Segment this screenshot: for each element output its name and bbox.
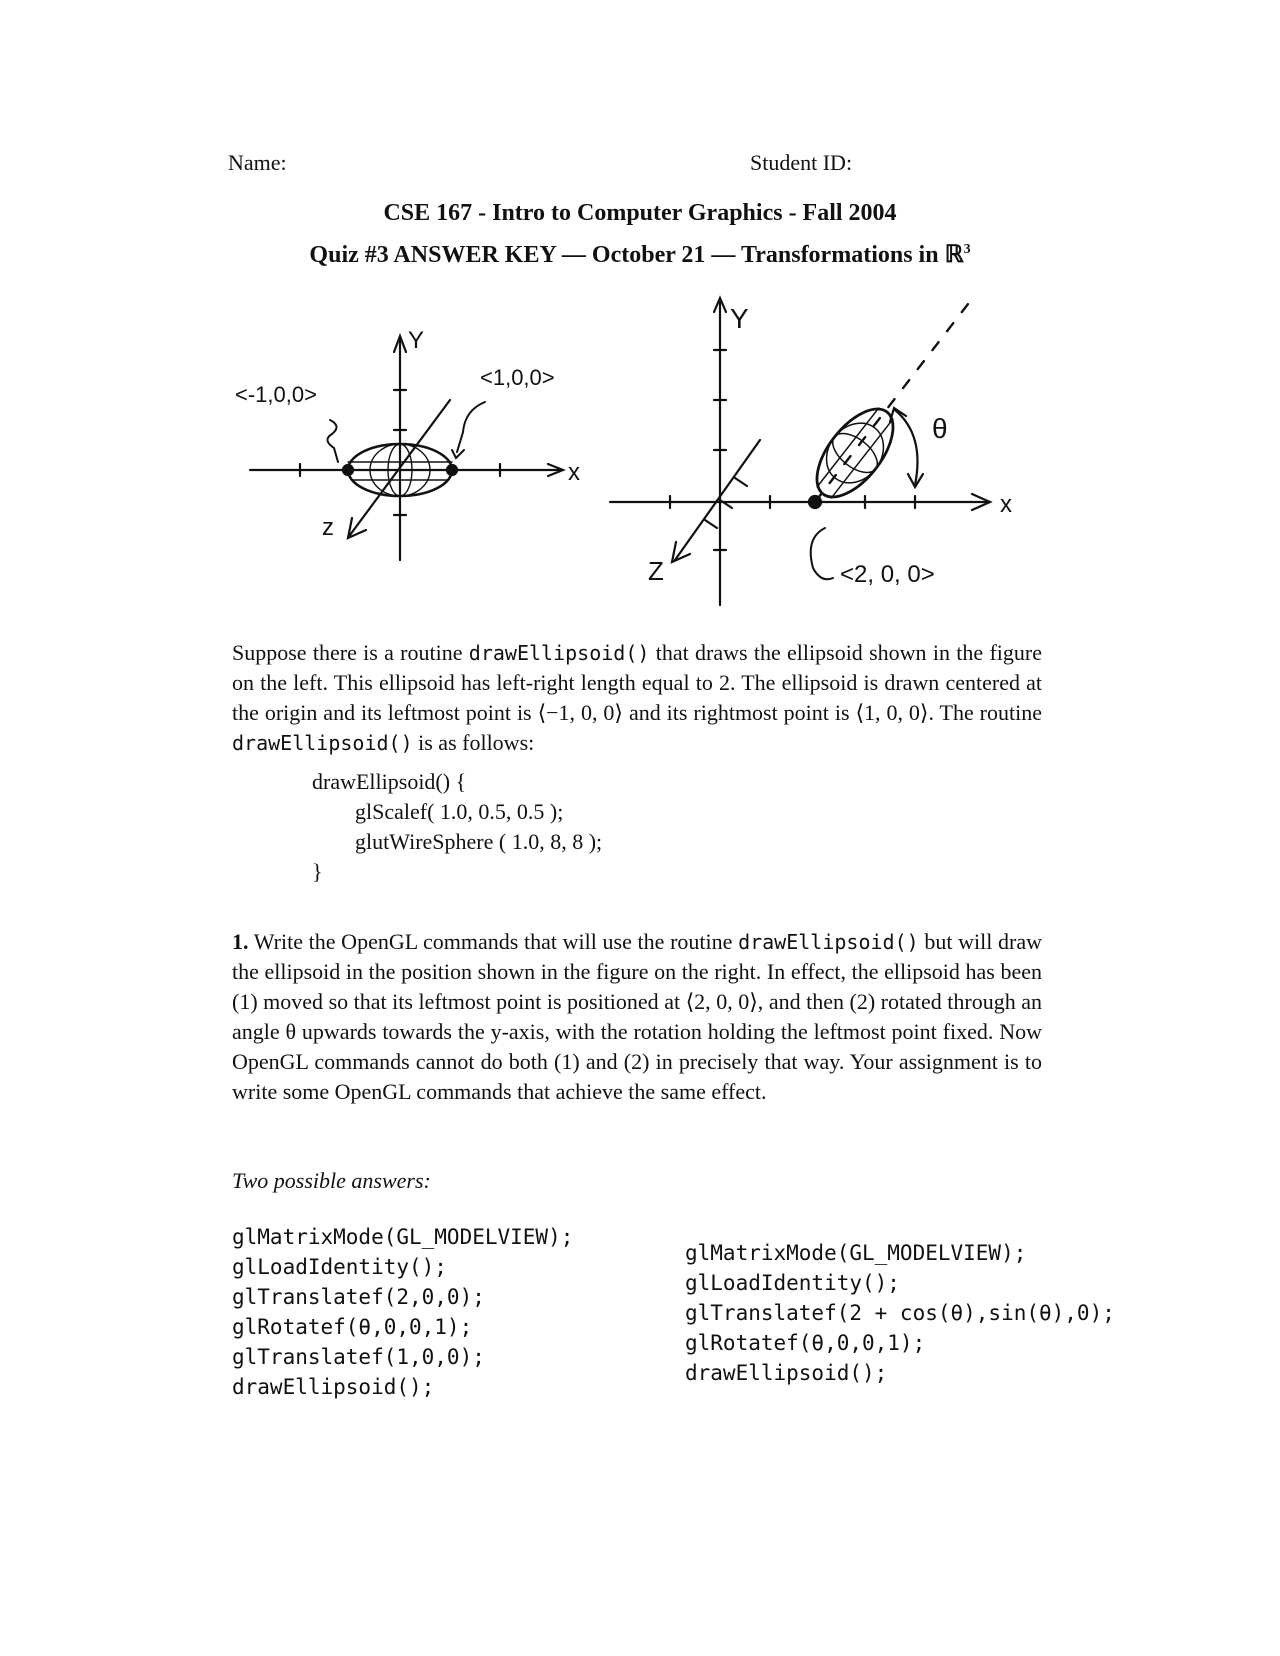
intro-paragraph	[232, 638, 1042, 758]
angle-arc	[895, 410, 918, 485]
question-text-1: Write the OpenGL commands that will use the routine	[248, 929, 739, 954]
left-x-label: x	[568, 459, 580, 486]
answer-right-line: glRotatef(θ,0,0,1);	[685, 1331, 926, 1355]
question-1	[232, 927, 1042, 1107]
routine-line-3: glutWireSphere ( 1.0, 8, 8 );	[355, 829, 603, 854]
intro-text-3: is as follows:	[412, 730, 535, 755]
answer-right-line: glTranslatef(2 + cos(θ),sin(θ),0);	[685, 1301, 1115, 1325]
question-number: 1.	[232, 929, 249, 954]
answer-left-line: glTranslatef(2,0,0);	[232, 1285, 485, 1309]
question-text-2: but will draw the ellipsoid in the position shown in the figure on the right. In effect, the ellipsoid has been (1) moved so that its leftmost point is positioned at ⟨2, 0, 0⟩, and then (2) rotated through an angle θ upwards towards the y-axis, with the rotation holding the leftmost point fixed. Now OpenGL commands cannot do both (1) and (2) in precisely that way. Your assignment is to write some OpenGL commands that achieve the same effect.	[232, 929, 1043, 1104]
routine-line-4: }	[312, 859, 323, 884]
rotation-axis-dashed	[815, 295, 975, 502]
left-point-dot	[343, 465, 353, 475]
right-point-pointer	[811, 528, 833, 579]
answer-left	[232, 1222, 573, 1402]
right-x-label: x	[1000, 491, 1012, 518]
question-code: drawEllipsoid()	[738, 930, 919, 954]
answer-right	[685, 1238, 1115, 1388]
left-z-label: z	[322, 514, 334, 541]
name-label: Name:	[228, 150, 287, 175]
answer-left-line: glMatrixMode(GL_MODELVIEW);	[232, 1225, 574, 1249]
ellipsoid-figure	[230, 290, 1050, 610]
routine-line-2: glScalef( 1.0, 0.5, 0.5 );	[355, 799, 564, 824]
right-point-dot	[447, 465, 457, 475]
answer-right-line: glLoadIdentity();	[685, 1271, 900, 1295]
right-figure	[610, 295, 990, 605]
course-title: CSE 167 - Intro to Computer Graphics - Fall 2004	[383, 200, 897, 226]
left-y-label: Y	[408, 327, 425, 354]
right-point-pointer	[457, 402, 485, 452]
right-point-label: <1,0,0>	[480, 365, 555, 390]
intro-text-2: that draws the ellipsoid shown in the figure on the left. This ellipsoid has left-right length equal to 2. The ellipsoid is drawn centered at the origin and its leftmost point is ⟨−1, 0, 0⟩ and its rightmost point is ⟨1, 0, 0⟩. The routine	[232, 640, 1042, 725]
left-point-label: <-1,0,0>	[235, 382, 317, 407]
answers-heading: Two possible answers:	[232, 1168, 431, 1193]
right-leftmost-point	[809, 496, 821, 508]
answer-right-line: drawEllipsoid();	[685, 1361, 888, 1385]
left-point-pointer	[327, 420, 338, 462]
student-id-label: Student ID:	[750, 150, 853, 175]
quiz-title-text: Quiz #3 ANSWER KEY — October 21 — Transformations in ℝ	[309, 242, 964, 268]
routine-line-1: drawEllipsoid() {	[312, 769, 467, 794]
quiz-title-superscript: 3	[963, 242, 971, 257]
answer-left-line: drawEllipsoid();	[232, 1375, 435, 1399]
quiz-title	[0, 240, 1280, 269]
answer-left-line: glTranslatef(1,0,0);	[232, 1345, 485, 1369]
right-z-axis	[675, 440, 760, 560]
theta-label: θ	[932, 413, 948, 444]
intro-text-1: Suppose there is a routine	[232, 640, 469, 665]
answer-right-line: glMatrixMode(GL_MODELVIEW);	[685, 1241, 1027, 1265]
intro-code-2: drawEllipsoid()	[232, 731, 413, 755]
right-z-label: Z	[648, 556, 664, 586]
answer-left-line: glLoadIdentity();	[232, 1255, 447, 1279]
answer-left-line: glRotatef(θ,0,0,1);	[232, 1315, 473, 1339]
right-y-label: Y	[730, 303, 749, 334]
right-point-label: <2, 0, 0>	[840, 561, 935, 588]
intro-code-1: drawEllipsoid()	[468, 641, 650, 665]
